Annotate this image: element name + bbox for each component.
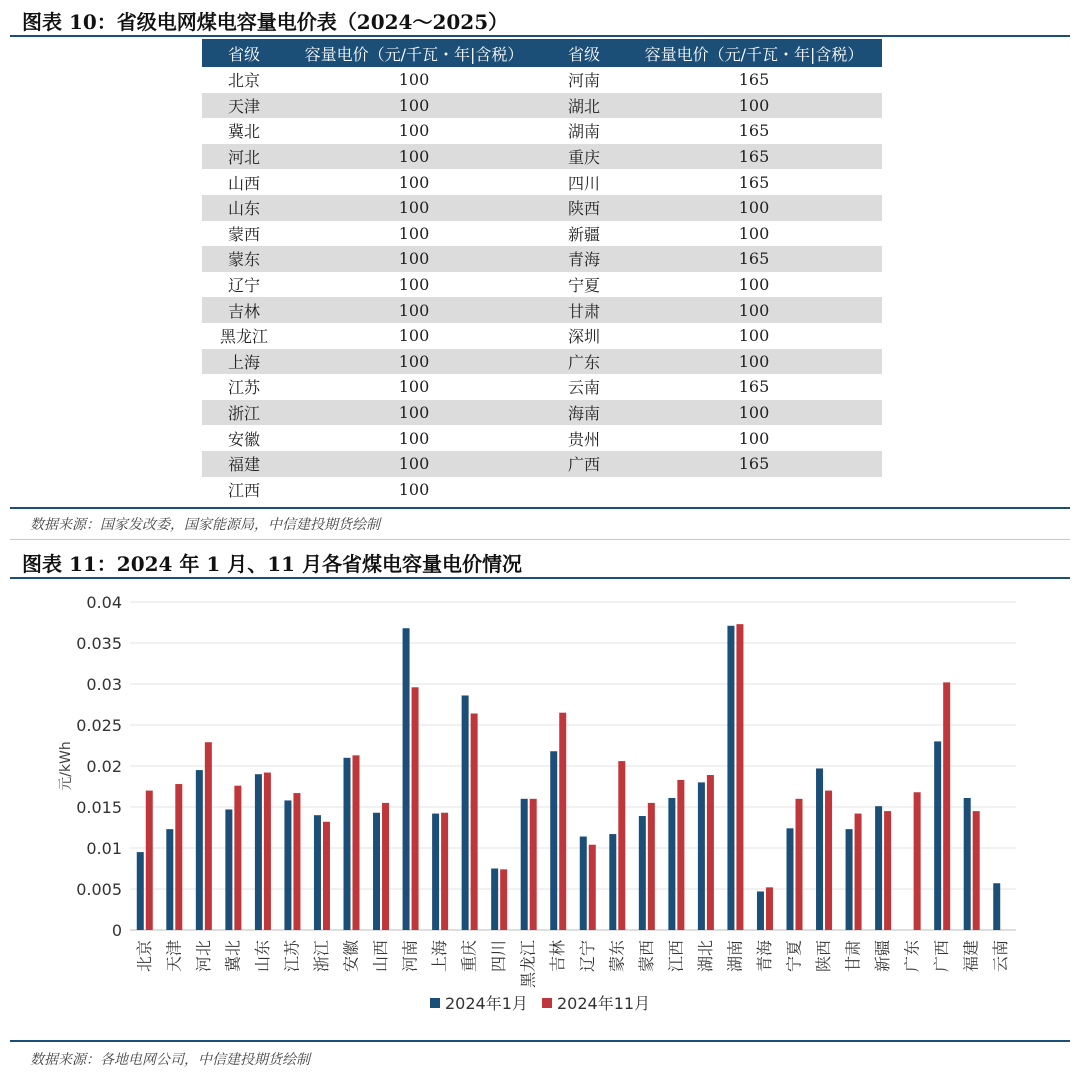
bar-jan [580, 837, 587, 930]
y-tick-label: 0.015 [76, 798, 122, 817]
bar-nov [205, 742, 212, 930]
legend-swatch [542, 998, 552, 1008]
x-tick-label: 上海 [430, 940, 450, 973]
province-cell: 江西 [227, 480, 260, 500]
table-header-row [202, 39, 882, 67]
province-cell: 河北 [202, 144, 286, 170]
y-tick-label: 0.04 [86, 593, 122, 612]
x-tick-label: 云南 [991, 940, 1011, 973]
bar-jan [255, 774, 262, 930]
price-cell: 100 [398, 70, 430, 90]
x-tick-label: 江西 [666, 940, 686, 973]
figure-11-top-rule [10, 577, 1070, 579]
bar-nov [234, 786, 241, 930]
table-row [202, 118, 882, 144]
price-cell: 100 [286, 297, 542, 323]
bar-jan [521, 799, 528, 930]
x-tick-label: 天津 [164, 940, 184, 973]
province-cell: 浙江 [202, 400, 286, 426]
table-row [202, 297, 882, 323]
x-tick-label: 广西 [932, 940, 952, 973]
price-cell: 100 [626, 400, 882, 426]
figure-11-source: 数据来源：各地电网公司，中信建投期货绘制 [30, 1052, 310, 1068]
x-tick-label: 山东 [252, 940, 272, 973]
x-tick-label: 陕西 [814, 940, 834, 973]
table-row [202, 374, 882, 400]
province-cell: 陕西 [542, 195, 626, 221]
province-cell: 广东 [542, 349, 626, 375]
price-cell: 100 [626, 93, 882, 119]
province-cell: 上海 [202, 349, 286, 375]
price-cell: 100 [398, 428, 430, 448]
bar-jan [846, 829, 853, 930]
price-cell: 165 [626, 451, 882, 477]
bar-nov [353, 755, 360, 930]
bar-jan [698, 782, 705, 930]
bar-nov [471, 714, 478, 930]
table-body [202, 67, 882, 502]
x-tick-label: 冀北 [223, 940, 243, 973]
table-row [202, 477, 882, 503]
bar-nov [855, 814, 862, 930]
table-row [202, 144, 882, 170]
x-tick-label: 新疆 [873, 940, 893, 973]
y-tick-label: 0 [111, 921, 122, 940]
price-cell: 100 [398, 377, 430, 397]
header-province-2: 省级 [542, 39, 626, 67]
table-row [202, 246, 882, 272]
price-cell: 165 [738, 377, 770, 397]
x-tick-label: 湖北 [695, 940, 715, 973]
table-row [202, 451, 882, 477]
province-cell: 福建 [202, 451, 286, 477]
price-cell: 165 [738, 172, 770, 192]
province-cell: 江苏 [227, 378, 260, 398]
bar-nov [530, 799, 537, 930]
bar-nov [441, 813, 448, 930]
province-cell: 辽宁 [227, 276, 260, 296]
bar-nov [412, 687, 419, 930]
x-tick-label: 宁夏 [784, 940, 804, 973]
x-tick-label: 青海 [754, 940, 774, 973]
table-row [202, 272, 882, 298]
bar-nov [500, 869, 507, 930]
bar-jan [668, 798, 675, 930]
table-row [202, 425, 882, 451]
bar-nov [648, 803, 655, 930]
province-cell: 贵州 [567, 429, 600, 449]
price-cell: 100 [398, 275, 430, 295]
bar-jan [787, 828, 794, 930]
bar-nov [382, 803, 389, 930]
province-cell: 重庆 [542, 144, 626, 170]
province-cell: 蒙东 [202, 246, 286, 272]
price-cell: 100 [286, 144, 542, 170]
province-cell: 天津 [202, 93, 286, 119]
bar-jan [225, 809, 232, 930]
province-cell: 广西 [542, 451, 626, 477]
price-cell: 165 [738, 121, 770, 141]
x-tick-label: 吉林 [548, 940, 568, 973]
figure-10-title: 图表 10：省级电网煤电容量电价表（2024～2025） [22, 10, 509, 34]
legend-label: 2024年1月 [445, 994, 528, 1013]
price-cell: 165 [626, 246, 882, 272]
bar-jan [993, 883, 1000, 930]
price-cell: 100 [398, 479, 430, 499]
capacity-price-bar-chart [0, 580, 1080, 1040]
bar-nov [559, 713, 566, 930]
price-cell: 165 [738, 70, 770, 90]
table-row [202, 169, 882, 195]
bar-jan [462, 695, 469, 930]
table-row [202, 195, 882, 221]
price-cell: 100 [286, 400, 542, 426]
bar-jan [875, 806, 882, 930]
legend-label: 2024年11月 [557, 994, 651, 1013]
y-tick-label: 0.005 [76, 880, 122, 899]
province-cell: 新疆 [567, 224, 600, 244]
province-cell: 湖南 [567, 122, 600, 142]
bar-jan [934, 741, 941, 930]
bar-jan [284, 800, 291, 930]
bar-jan [344, 758, 351, 930]
x-tick-label: 四川 [489, 940, 509, 973]
table-row [202, 93, 882, 119]
province-cell: 安徽 [227, 429, 260, 449]
x-tick-label: 重庆 [459, 940, 479, 973]
table-row [202, 349, 882, 375]
y-tick-label: 0.01 [86, 839, 122, 858]
bar-jan [757, 891, 764, 930]
bar-nov [175, 784, 182, 930]
province-cell: 海南 [542, 400, 626, 426]
province-cell: 青海 [542, 246, 626, 272]
x-tick-label: 河南 [400, 940, 420, 973]
bar-nov [943, 682, 950, 930]
bar-jan [816, 768, 823, 930]
price-cell: 100 [398, 223, 430, 243]
price-cell: 100 [286, 246, 542, 272]
x-tick-label: 安徽 [341, 940, 361, 973]
bar-jan [491, 869, 498, 931]
bar-jan [373, 813, 380, 930]
bar-nov [914, 792, 921, 930]
province-cell: 冀北 [227, 122, 260, 142]
header-price-2: 容量电价（元/千瓦・年|含税） [626, 39, 882, 67]
bar-jan [550, 751, 557, 930]
bar-nov [736, 624, 743, 930]
y-tick-label: 0.03 [86, 675, 122, 694]
table-row [202, 67, 882, 93]
province-cell: 四川 [567, 173, 600, 193]
bar-nov [618, 761, 625, 930]
figure-10-source-rule [10, 539, 1070, 540]
x-tick-label: 广东 [902, 940, 922, 973]
capacity-price-table [202, 39, 882, 502]
bar-jan [314, 815, 321, 930]
x-tick-label: 江苏 [282, 940, 302, 973]
bar-nov [825, 791, 832, 930]
price-cell: 100 [738, 223, 770, 243]
price-cell: 100 [398, 326, 430, 346]
bar-nov [264, 773, 271, 930]
x-tick-label: 山西 [371, 940, 391, 973]
province-cell: 甘肃 [542, 297, 626, 323]
province-cell [542, 477, 626, 503]
province-cell: 宁夏 [567, 276, 600, 296]
x-tick-label: 浙江 [311, 940, 331, 973]
price-cell: 100 [738, 275, 770, 295]
price-cell: 165 [626, 144, 882, 170]
price-cell: 100 [286, 349, 542, 375]
bar-jan [727, 626, 734, 930]
bar-jan [166, 829, 173, 930]
bar-nov [323, 822, 330, 930]
price-cell: 100 [626, 195, 882, 221]
bar-jan [196, 770, 203, 930]
price-cell [626, 477, 882, 503]
price-cell: 100 [398, 172, 430, 192]
x-tick-label: 北京 [134, 940, 154, 973]
price-cell: 100 [286, 195, 542, 221]
x-tick-label: 湖南 [725, 940, 745, 973]
table-row [202, 221, 882, 247]
x-tick-label: 蒙西 [636, 940, 656, 973]
bar-jan [432, 814, 439, 930]
y-tick-label: 0.035 [76, 634, 122, 653]
figure-11-bottom-rule [10, 1040, 1070, 1042]
province-cell: 北京 [227, 71, 260, 91]
x-tick-label: 福建 [961, 940, 981, 973]
y-tick-label: 0.025 [76, 716, 122, 735]
header-price-1: 容量电价（元/千瓦・年|含税） [286, 39, 542, 67]
bar-nov [796, 799, 803, 930]
x-tick-label: 辽宁 [577, 940, 597, 973]
price-cell: 100 [286, 451, 542, 477]
x-tick-label: 黑龙江 [518, 940, 538, 989]
price-cell: 100 [738, 428, 770, 448]
figure-10-top-rule [10, 35, 1070, 37]
province-cell: 山东 [202, 195, 286, 221]
x-tick-label: 蒙东 [607, 940, 627, 973]
price-cell: 100 [398, 121, 430, 141]
table-row [202, 323, 882, 349]
figure-10-source: 数据来源：国家发改委，国家能源局，中信建投期货绘制 [30, 517, 380, 533]
bar-jan [609, 834, 616, 930]
figure-11-title: 图表 11：2024 年 1 月、11 月各省煤电容量电价情况 [22, 552, 523, 576]
bar-jan [964, 798, 971, 930]
legend-swatch [430, 998, 440, 1008]
bar-nov [766, 887, 773, 930]
y-axis-label: 元/kWh [58, 741, 74, 791]
bar-nov [589, 845, 596, 930]
bar-jan [403, 628, 410, 930]
bar-nov [677, 780, 684, 930]
province-cell: 湖北 [542, 93, 626, 119]
bar-nov [146, 791, 153, 930]
province-cell: 云南 [567, 378, 600, 398]
price-cell: 100 [738, 326, 770, 346]
province-cell: 河南 [567, 71, 600, 91]
price-cell: 100 [626, 297, 882, 323]
header-province-1: 省级 [202, 39, 286, 67]
province-cell: 山西 [227, 173, 260, 193]
bar-jan [639, 816, 646, 930]
bar-nov [973, 811, 980, 930]
x-tick-label: 甘肃 [843, 940, 863, 973]
province-cell: 吉林 [202, 297, 286, 323]
bar-nov [293, 793, 300, 930]
table-row [202, 400, 882, 426]
price-cell: 100 [626, 349, 882, 375]
province-cell: 深圳 [567, 327, 600, 347]
province-cell: 蒙西 [227, 224, 260, 244]
figure-10-bottom-rule [10, 507, 1070, 509]
bar-nov [707, 775, 714, 930]
province-cell: 黑龙江 [219, 327, 268, 347]
x-tick-label: 河北 [193, 940, 213, 973]
y-tick-label: 0.02 [86, 757, 122, 776]
bar-nov [884, 811, 891, 930]
price-cell: 100 [286, 93, 542, 119]
bar-jan [137, 852, 144, 930]
